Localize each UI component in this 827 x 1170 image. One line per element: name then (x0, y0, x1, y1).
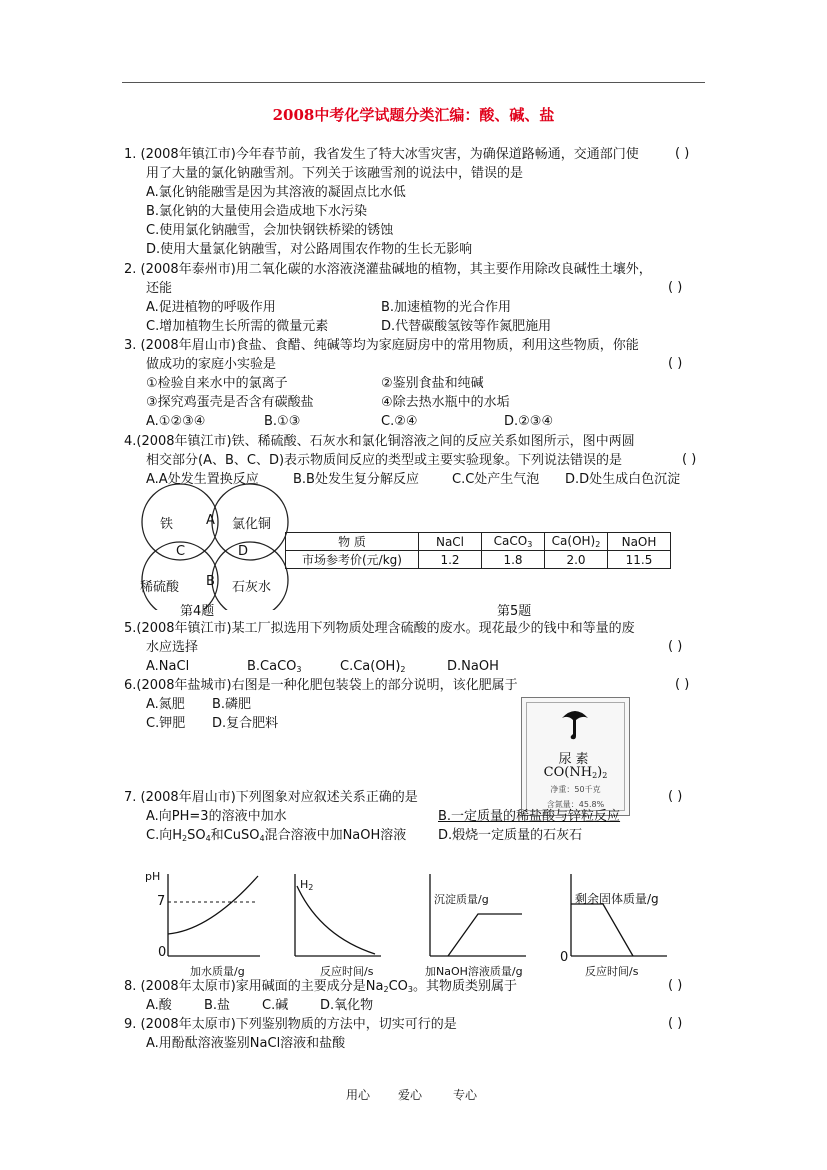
q2-option-a: A.促进植物的呼吸作用 (146, 300, 276, 315)
graph-a-origin: 0 (158, 945, 167, 960)
graph-d-origin: 0 (560, 950, 569, 965)
price-table (285, 532, 671, 569)
q1-option-d: D.使用大量氯化钠融雪，对公路周围农作物的生长无影响 (146, 242, 473, 257)
q3-item-4: ④除去热水瓶中的水垢 (381, 395, 510, 410)
q4-option-c: C.C处产生气泡 (452, 472, 540, 487)
q2-stem-line2: 还能 (146, 281, 173, 296)
header-rule (122, 82, 705, 83)
q6-option-b: B.磷肥 (212, 697, 252, 712)
q9-answer-blank: ( ) (668, 1016, 683, 1031)
q2-option-d: D.代替碳酸氢铵等作氮肥施用 (381, 319, 552, 334)
q9-option-a: A.用酚酞溶液鉴别NaCl溶液和盐酸 (146, 1036, 346, 1051)
graph-a-x-label: 加水质量/g (190, 965, 245, 978)
q6-option-d: D.复合肥料 (212, 716, 279, 731)
price-table-header-nacl: NaCl (419, 533, 482, 551)
venn-region-b: B (206, 574, 215, 589)
q3-option-b: B.①③ (264, 414, 301, 429)
q4-option-d: D.D处生成白色沉淀 (565, 472, 681, 487)
price-caoh2: 2.0 (545, 551, 608, 569)
q2-option-b: B.加速植物的光合作用 (381, 300, 512, 315)
price-table-row-label: 市场参考价(元/kg) (286, 551, 419, 569)
q7-option-c-prefix: C.向H (146, 828, 182, 843)
q5-stem-line2: 水应选择 (146, 640, 199, 655)
graph-a-y-label: pH (145, 870, 161, 883)
q3-stem-line1: 3. (2008年眉山市)食盐、食醋、纯碱等均为家庭厨房中的常用物质，利用这些物质，你能 (124, 338, 639, 353)
graph-d-x-label: 反应时间/s (585, 965, 639, 978)
footer-text-1: 用心 (346, 1088, 371, 1102)
q1-stem-line1: 1. (2008年镇江市)今年春节前，我省发生了特大冰雪灾害，为确保道路畅通，交通部门使 (124, 147, 639, 162)
q7-option-c-cuso: 和CuSO (210, 828, 260, 843)
q5-answer-blank: ( ) (668, 639, 683, 654)
q7-option-d: D.煅烧一定质量的石灰石 (438, 828, 583, 843)
q2-answer-blank: ( ) (668, 280, 683, 295)
q8-option-c: C.碱 (262, 998, 289, 1013)
q7-option-c-so: SO (187, 828, 206, 843)
q8-option-d: D.氧化物 (320, 998, 374, 1013)
venn-region-c: C (176, 544, 186, 559)
price-caco3: 1.8 (482, 551, 545, 569)
q3-option-c: C.②④ (381, 414, 418, 429)
graph-d (555, 866, 675, 976)
q4-option-b: B.B处发生复分解反应 (293, 472, 419, 487)
venn-region-d: D (238, 544, 249, 559)
q3-answer-blank: ( ) (668, 356, 683, 371)
price-table-header-caco3: CaCO$_3$ (482, 533, 545, 551)
figure-caption-q4: 第4题 (180, 604, 215, 619)
q6-stem-line1: 6.(2008年盐城市)右图是一种化肥包装袋上的部分说明，该化肥属于 (124, 678, 518, 693)
price-table-row (286, 551, 671, 569)
price-table-header-naoh: NaOH (608, 533, 671, 551)
footer-text-3: 专心 (453, 1088, 478, 1102)
q7-option-c: C.向$H_2SO_4$和CuSO$_4$混合溶液中加NaOH溶液 (146, 828, 407, 843)
q5-option-d: D.NaOH (447, 659, 499, 674)
q8-option-b: B.盐 (204, 998, 231, 1013)
q7-answer-blank: ( ) (668, 789, 683, 804)
q2-option-c: C.增加植物生长所需的微量元素 (146, 319, 329, 334)
venn-label-iron: 铁 (160, 517, 174, 532)
venn-label-limewater: 石灰水 (232, 580, 272, 595)
q1-option-c: C.使用氯化钠融雪，会加快钢铁桥梁的锈蚀 (146, 223, 394, 238)
q3-item-2: ②鉴别食盐和纯碱 (381, 376, 484, 391)
graph-b-y-label: $H_2$ (300, 878, 314, 892)
price-table-header-row (286, 533, 671, 551)
price-table-header-substance: 物 质 (286, 533, 419, 551)
q1-answer-blank: ( ) (675, 146, 690, 161)
fertilizer-nitrogen-content: 含氮量：45.8% (546, 800, 605, 809)
q5-option-c: $C.Ca(OH)_2$ (340, 659, 406, 674)
q3-stem-line2: 做成功的家庭小实验是 (146, 357, 277, 372)
q1-stem-line2: 用了大量的氯化钠融雪剂。下列关于该融雪剂的说法中，错误的是 (146, 166, 524, 181)
q3-option-a: A.①②③④ (146, 414, 206, 429)
fertilizer-net-weight: 净重：50千克 (550, 785, 601, 794)
q3-item-3: ③探究鸡蛋壳是否含有碳酸盐 (146, 395, 314, 410)
graph-c (418, 866, 533, 976)
q8-option-a: A.酸 (146, 998, 172, 1013)
q4-answer-blank: ( ) (682, 452, 697, 467)
q7-option-c-suffix: 混合溶液中加NaOH溶液 (264, 828, 407, 843)
q1-option-b: B.氯化钠的大量使用会造成地下水污染 (146, 204, 368, 219)
price-table-header-caoh2: $Ca(OH)_2$ (545, 533, 608, 551)
q1-option-a: A.氯化钠能融雪是因为其溶液的凝固点比水低 (146, 185, 406, 200)
figure-caption-q5: 第5题 (497, 604, 532, 619)
q3-option-d: D.②③④ (504, 414, 554, 429)
q6-option-c: C.钾肥 (146, 716, 186, 731)
q6-option-a: A.氮肥 (146, 697, 185, 712)
graph-d-y-label: 剩余固体质量/g (575, 892, 659, 906)
q7-stem-line1: 7. (2008年眉山市)下列图象对应叙述关系正确的是 (124, 790, 418, 805)
fertilizer-name: 尿素 (558, 752, 593, 767)
price-naoh: 11.5 (608, 551, 671, 569)
page-title: 2008中考化学试题分类汇编：酸、碱、盐 (272, 106, 555, 124)
venn-label-sulfuric-acid: 稀硫酸 (140, 580, 180, 595)
fertilizer-formula: $CO(NH_2)_2$ (543, 765, 608, 780)
q7-option-b: B.一定质量的稀盐酸与锌粒反应 (438, 809, 621, 824)
q3-item-1: ①检验自来水中的氯离子 (146, 376, 288, 391)
q8-answer-blank: ( ) (668, 978, 683, 993)
q5-option-a: A.NaCl (146, 659, 190, 674)
q9-stem-line1: 9. (2008年太原市)下列鉴别物质的方法中，切实可行的是 (124, 1017, 457, 1032)
fertilizer-label-image (521, 697, 630, 816)
q4-stem-line1: 4.(2008年镇江市)铁、稀硫酸、石灰水和氯化铜溶液之间的反应关系如图所示，图中两圆 (124, 434, 635, 449)
q5-option-b: B.CaCO$_3$ (247, 659, 302, 674)
graph-c-x-label: 加NaOH溶液质量/g (425, 965, 523, 978)
q8-stem-line1: 8. (2008年太原市)家用碱面的主要成分是$Na_2CO_3$。其物质类别属于 (124, 978, 517, 999)
q6-answer-blank: ( ) (675, 677, 690, 692)
graph-b-x-label: 反应时间/s (320, 965, 374, 978)
venn-label-copper-chloride: 氯化铜 (232, 517, 272, 532)
q4-stem-line2: 相交部分(A、B、C、D)表示物质间反应的类型或主要实验现象。下列说法错误的是 (146, 453, 623, 468)
q5-stem-line1: 5.(2008年镇江市)某工厂拟选用下列物质处理含硫酸的废水。现花最少的钱中和等量的废 (124, 621, 635, 636)
q7-option-a: A.向PH=3的溶液中加水 (146, 809, 287, 824)
footer-text-2: 爱心 (398, 1088, 423, 1102)
q2-stem-line1: 2. (2008年泰州市)用二氧化碳的水溶液浇灌盐碱地的植物，其主要作用除改良碱性土壤外， (124, 262, 652, 277)
price-nacl: 1.2 (419, 551, 482, 569)
graph-c-y-label: 沉淀质量/g (434, 893, 489, 906)
graph-a-seven-tick: 7 (157, 894, 166, 909)
venn-region-a: A (206, 513, 215, 528)
logo-icon (560, 706, 590, 742)
q4-option-a: A.A处发生置换反应 (146, 472, 259, 487)
